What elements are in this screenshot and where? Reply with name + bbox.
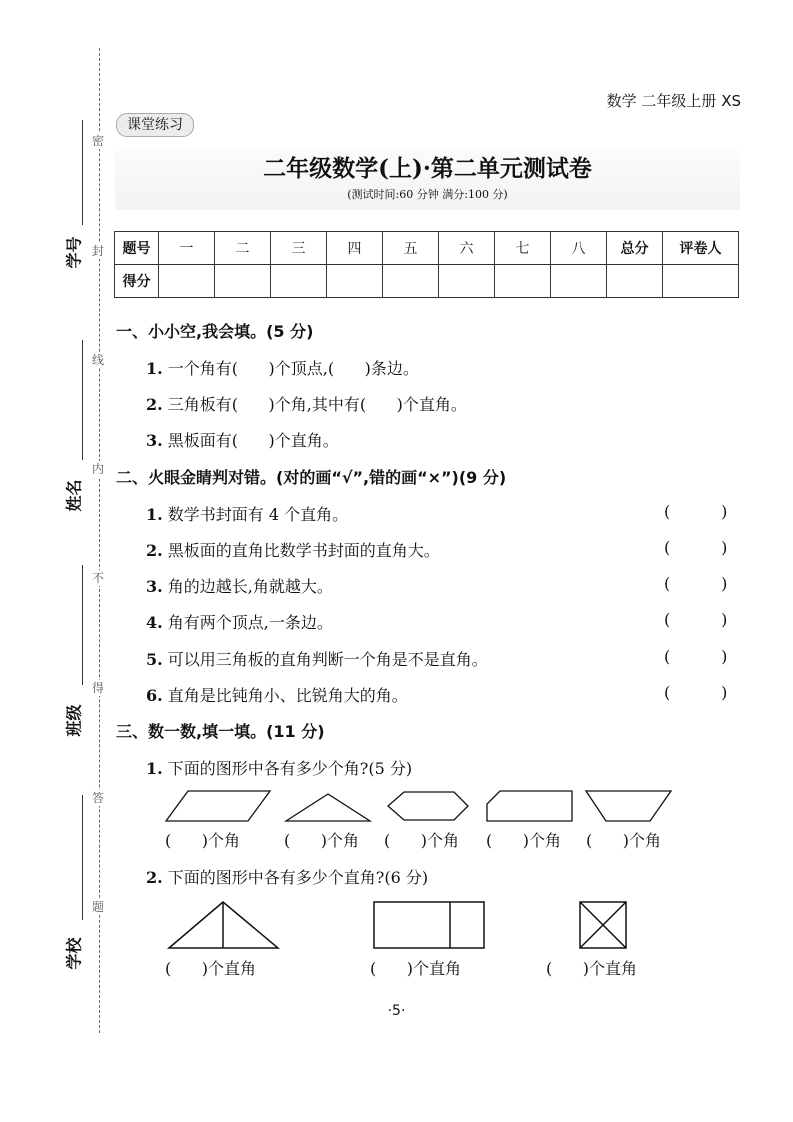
angle-answer-label[interactable]: ( )个角: [586, 831, 662, 850]
score-cell: 评卷人: [663, 232, 739, 265]
section1-heading: 一、小小空,我会填。(5 分): [116, 322, 314, 341]
practice-tag: 课堂练习: [116, 113, 194, 137]
score-cell: 二: [215, 232, 271, 265]
answer-parentheses[interactable]: ( ): [664, 647, 728, 666]
score-input-cell[interactable]: [607, 265, 663, 298]
question-item: [146, 865, 428, 888]
class-field[interactable]: [58, 565, 88, 745]
judge-item: [146, 502, 348, 525]
answer-parentheses[interactable]: ( ): [664, 502, 728, 521]
question-number: 1.: [146, 359, 163, 378]
angle-shapes-figure: [160, 788, 680, 826]
score-cell: 七: [495, 232, 551, 265]
score-cell: 八: [551, 232, 607, 265]
trapezoid-shape: [586, 791, 671, 821]
right-angle-answer-label[interactable]: ( )个直角: [546, 959, 638, 978]
question-number: 3.: [146, 431, 163, 450]
question-text: 可以用三角板的直角判断一个角是不是直角。: [167, 650, 488, 669]
score-input-cell[interactable]: [271, 265, 327, 298]
question-item: [146, 356, 419, 379]
question-number: 1.: [146, 759, 163, 778]
class-label: 班级: [64, 704, 84, 737]
score-cell: 总分: [607, 232, 663, 265]
score-cell: 三: [271, 232, 327, 265]
question-text: 角有两个顶点,一条边。: [167, 613, 333, 632]
score-input-cell[interactable]: [215, 265, 271, 298]
right-angle-shapes-figure: [160, 896, 640, 952]
question-number: 2.: [146, 868, 163, 887]
seal-char: 线: [92, 353, 105, 367]
right-angle-answer-label[interactable]: ( )个直角: [370, 959, 462, 978]
score-input-cell[interactable]: [327, 265, 383, 298]
question-text: 直角是比钝角小、比锐角大的角。: [167, 686, 408, 705]
score-cell: 四: [327, 232, 383, 265]
question-number: 4.: [146, 613, 163, 632]
question-number: 2.: [146, 541, 163, 560]
score-table-header-row: [115, 232, 739, 265]
score-input-cell[interactable]: [383, 265, 439, 298]
score-input-cell[interactable]: [551, 265, 607, 298]
name-label: 姓名: [64, 479, 84, 512]
subject-grade-label: 数学 二年级上册 XS: [606, 92, 741, 110]
judge-item: [146, 683, 408, 706]
seal-char: 得: [92, 681, 105, 695]
question-text: 数学书封面有 4 个直角。: [167, 505, 349, 524]
student-id-label: 学号: [64, 236, 84, 269]
section3-heading: 三、数一数,填一填。(11 分): [116, 722, 325, 741]
score-table: [114, 231, 739, 298]
answer-parentheses[interactable]: ( ): [664, 683, 728, 702]
name-field[interactable]: [58, 340, 88, 520]
triangle-with-altitude-shape: [169, 902, 278, 948]
question-text: 一个角有( )个顶点,( )条边。: [167, 359, 419, 378]
angle-answer-label[interactable]: ( )个角: [384, 831, 460, 850]
score-input-cell[interactable]: [495, 265, 551, 298]
judge-item: [146, 538, 440, 561]
score-input-cell[interactable]: [439, 265, 495, 298]
judge-item: [146, 610, 333, 633]
triangle-shape: [286, 794, 370, 821]
question-item: [146, 392, 467, 415]
school-label: 学校: [64, 937, 84, 970]
question-number: 2.: [146, 395, 163, 414]
school-field[interactable]: [58, 795, 88, 975]
score-table-score-row: [115, 265, 739, 298]
question-text: 三角板有( )个角,其中有( )个直角。: [167, 395, 467, 414]
score-cell: 五: [383, 232, 439, 265]
question-text: 黑板面的直角比数学书封面的直角大。: [167, 541, 440, 560]
question-text: 角的边越长,角就越大。: [167, 577, 333, 596]
student-id-field[interactable]: [58, 120, 88, 280]
answer-parentheses[interactable]: ( ): [664, 610, 728, 629]
angle-answer-label[interactable]: ( )个角: [165, 831, 241, 850]
angle-answer-label[interactable]: ( )个角: [284, 831, 360, 850]
pentagon-shape: [487, 791, 572, 821]
seal-char: 封: [92, 244, 105, 258]
right-angle-answer-label[interactable]: ( )个直角: [165, 959, 257, 978]
parallelogram-shape: [166, 791, 270, 821]
question-number: 1.: [146, 505, 163, 524]
score-cell: 题号: [115, 232, 159, 265]
question-item: [146, 428, 339, 451]
score-cell: 六: [439, 232, 495, 265]
angle-answer-label[interactable]: ( )个角: [486, 831, 562, 850]
question-item: [146, 756, 412, 779]
test-info: (测试时间:60 分钟 满分:100 分): [347, 188, 508, 201]
score-input-cell[interactable]: [663, 265, 739, 298]
seal-char: 密: [92, 134, 105, 148]
seal-char: 题: [92, 900, 105, 914]
answer-parentheses[interactable]: ( ): [664, 538, 728, 557]
binding-dashed-line: [99, 48, 100, 1033]
seal-char: 内: [92, 462, 105, 476]
score-cell: 一: [159, 232, 215, 265]
page-number: ·5·: [387, 1003, 406, 1019]
question-number: 6.: [146, 686, 163, 705]
score-row-label: 得分: [115, 265, 159, 298]
score-input-cell[interactable]: [159, 265, 215, 298]
seal-char: 答: [92, 791, 105, 805]
question-number: 5.: [146, 650, 163, 669]
crossed-square-shape: [580, 902, 626, 948]
divided-rectangle-shape: [374, 902, 484, 948]
question-text: 下面的图形中各有多少个角?(5 分): [167, 759, 413, 778]
judge-item: [146, 647, 488, 670]
seal-char: 不: [92, 571, 105, 585]
question-text: 黑板面有( )个直角。: [167, 431, 339, 450]
answer-parentheses[interactable]: ( ): [664, 574, 728, 593]
question-number: 3.: [146, 577, 163, 596]
hexagon-shape: [388, 792, 468, 820]
page-title: 二年级数学(上)·第二单元测试卷: [263, 155, 592, 182]
judge-item: [146, 574, 333, 597]
section2-heading: 二、火眼金睛判对错。(对的画“√”,错的画“×”)(9 分): [116, 468, 507, 487]
question-text: 下面的图形中各有多少个直角?(6 分): [167, 868, 429, 887]
